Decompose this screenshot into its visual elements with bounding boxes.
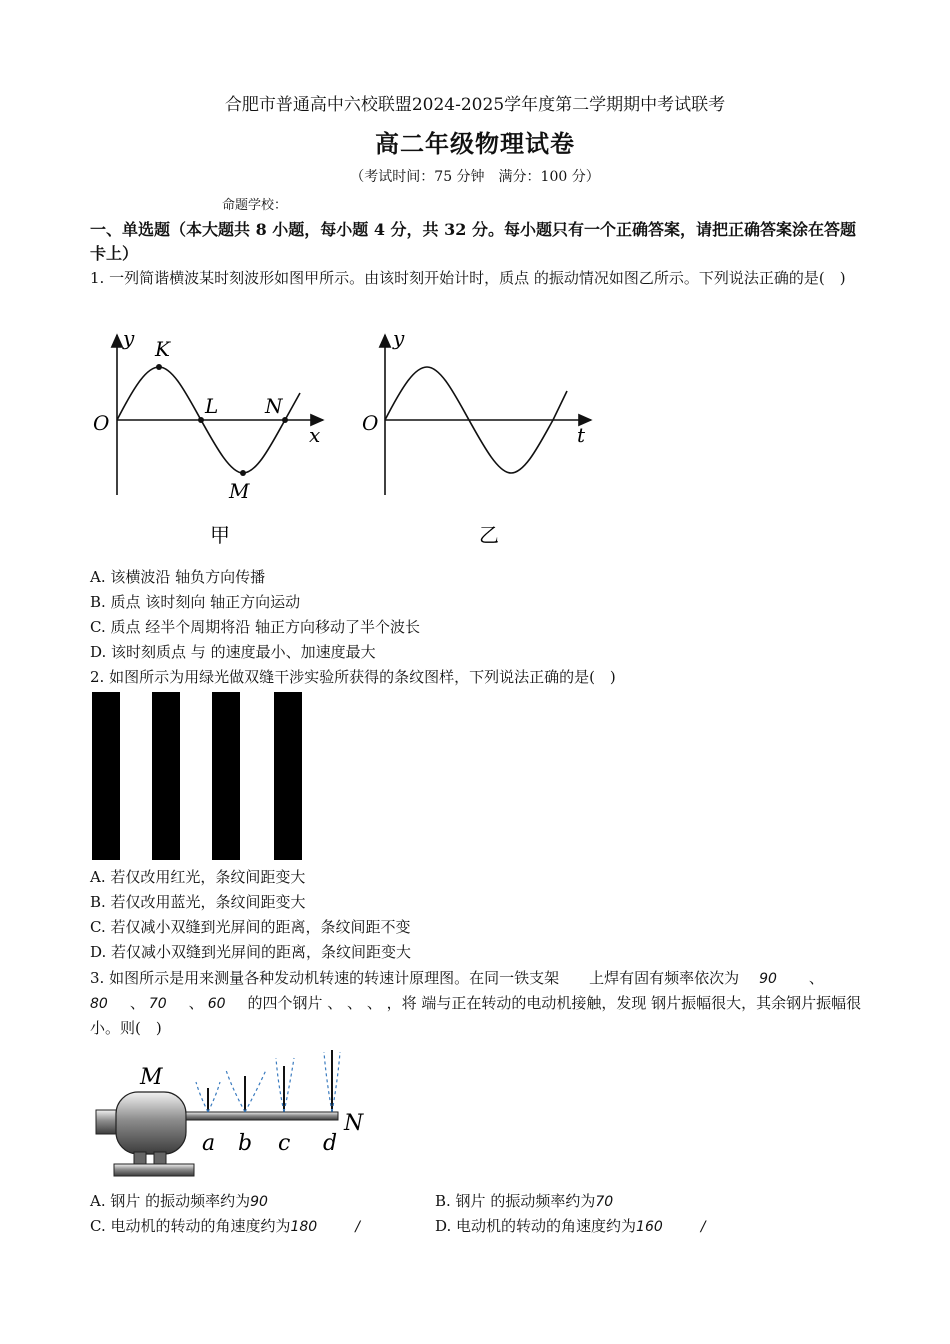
y-label: y [393, 326, 405, 350]
q1-option-b[interactable]: B. 质点 该时刻向 轴正方向运动 [90, 593, 301, 611]
q1-figures [85, 325, 605, 555]
tachometer-diagram [92, 1048, 392, 1180]
q3-option-b[interactable] [435, 1190, 613, 1211]
dark-fringe [92, 692, 120, 860]
freq-4: 60 [207, 996, 226, 1012]
q2-stem: 2. 如图所示为用绿光做双缝干涉实验所获得的条纹图样，下列说法正确的是( ) [90, 668, 616, 686]
reed-a-label: a [202, 1131, 216, 1156]
q3-stem-end: 的四个钢片 、 、 、 ，将 端与正在转动的电动机接触，发现 钢片振幅很大，其余钢片振幅很小。则( ) [90, 994, 862, 1037]
q3-stem [90, 966, 865, 1040]
fig-a-caption: 甲 [210, 523, 230, 547]
reed-b-label: b [238, 1131, 253, 1156]
electric-motor [96, 1092, 194, 1176]
motor-label: M [140, 1065, 163, 1090]
q1-stem: 1. 一列简谐横波某时刻波形如图甲所示。由该时刻开始计时，质点 的振动情况如图乙所示。下列说法正确的是( ) [90, 269, 846, 287]
option-text: A. 钢片 的振动频率约为 [90, 1192, 251, 1210]
q2-option-a[interactable]: A. 若仅改用红光，条纹间距变大 [90, 868, 306, 886]
wave-graph-a [93, 326, 323, 547]
option-value: 70 [595, 1194, 614, 1210]
x-label: x [309, 423, 321, 447]
q2-option-b[interactable]: B. 若仅改用蓝光，条纹间距变大 [90, 893, 306, 911]
t-label: t [577, 423, 586, 447]
exam-info: （考试时间：75 分钟 满分：100 分） [350, 169, 600, 185]
n-label: N [265, 394, 283, 418]
dark-fringe [212, 692, 240, 860]
option-unit: / [355, 1219, 360, 1235]
paper-title: 高二年级物理试卷 [375, 129, 575, 158]
q3-option-d[interactable] [435, 1215, 705, 1236]
origin-label: O [362, 411, 379, 435]
separator: 、 [808, 969, 824, 987]
freq-2: 80 [90, 996, 108, 1012]
separator: 、 [129, 994, 145, 1012]
option-text: C. 电动机的转动的角速度约为 [90, 1217, 291, 1235]
iron-bracket [186, 1112, 338, 1120]
q1-option-c[interactable]: C. 质点 经半个周期将沿 轴正方向移动了半个波长 [90, 618, 421, 636]
fig-b-caption: 乙 [479, 523, 499, 547]
motor-shaft-end [96, 1110, 118, 1134]
n-end-label: N [344, 1111, 364, 1136]
option-unit: / [700, 1219, 706, 1235]
section-heading: 一、单选题（本大题共 8 小题，每小题 4 分，共 32 分。每小题只有一个正确答案，请把正确答案涂在答题卡上） [90, 220, 856, 263]
fringe-pattern [92, 692, 302, 860]
dark-fringe [152, 692, 180, 860]
q1-option-a[interactable]: A. 该横波沿 轴负方向传播 [90, 568, 266, 586]
point-m [240, 470, 246, 476]
motor-body [116, 1092, 186, 1154]
school-label: 命题学校： [222, 198, 288, 213]
q1-option-d[interactable]: D. 该时刻质点 与 的速度最小、加速度最大 [90, 643, 376, 661]
freq-3: 70 [148, 996, 167, 1012]
q3-stem-start: 3. 如图所示是用来测量各种发动机转速的转速计原理图。在同一铁支架 上焊有固有频率依次为 [90, 969, 740, 987]
option-value: 160 [636, 1219, 663, 1235]
q3-option-c[interactable] [90, 1215, 360, 1236]
steel-reeds [196, 1050, 340, 1112]
freq-1: 90 [759, 971, 777, 987]
origin-label: O [93, 411, 110, 435]
reed-d-label: d [323, 1131, 338, 1156]
motor-base [114, 1164, 194, 1176]
point-l [198, 417, 204, 423]
m-label: M [229, 479, 250, 503]
option-value: 180 [290, 1219, 318, 1235]
exam-header-line: 合肥市普通高中六校联盟2024-2025学年度第二学期期中考试联考 [224, 95, 726, 115]
k-label: K [155, 337, 170, 361]
l-label: L [205, 394, 219, 418]
y-label: y [123, 326, 135, 350]
point-n [282, 417, 288, 423]
reed-c-label: c [278, 1131, 291, 1156]
q2-option-c[interactable]: C. 若仅减小双缝到光屏间的距离，条纹间距不变 [90, 918, 411, 936]
option-value: 90 [250, 1194, 268, 1210]
point-k [156, 364, 162, 370]
separator: 、 [188, 994, 204, 1012]
option-text: D. 电动机的转动的角速度约为 [435, 1217, 637, 1235]
vibration-graph-b [362, 326, 591, 547]
q2-option-d[interactable]: D. 若仅减小双缝到光屏间的距离，条纹间距变大 [90, 943, 412, 961]
option-text: B. 钢片 的振动频率约为 [435, 1192, 596, 1210]
q3-option-a[interactable] [90, 1190, 268, 1211]
dark-fringe [274, 692, 302, 860]
